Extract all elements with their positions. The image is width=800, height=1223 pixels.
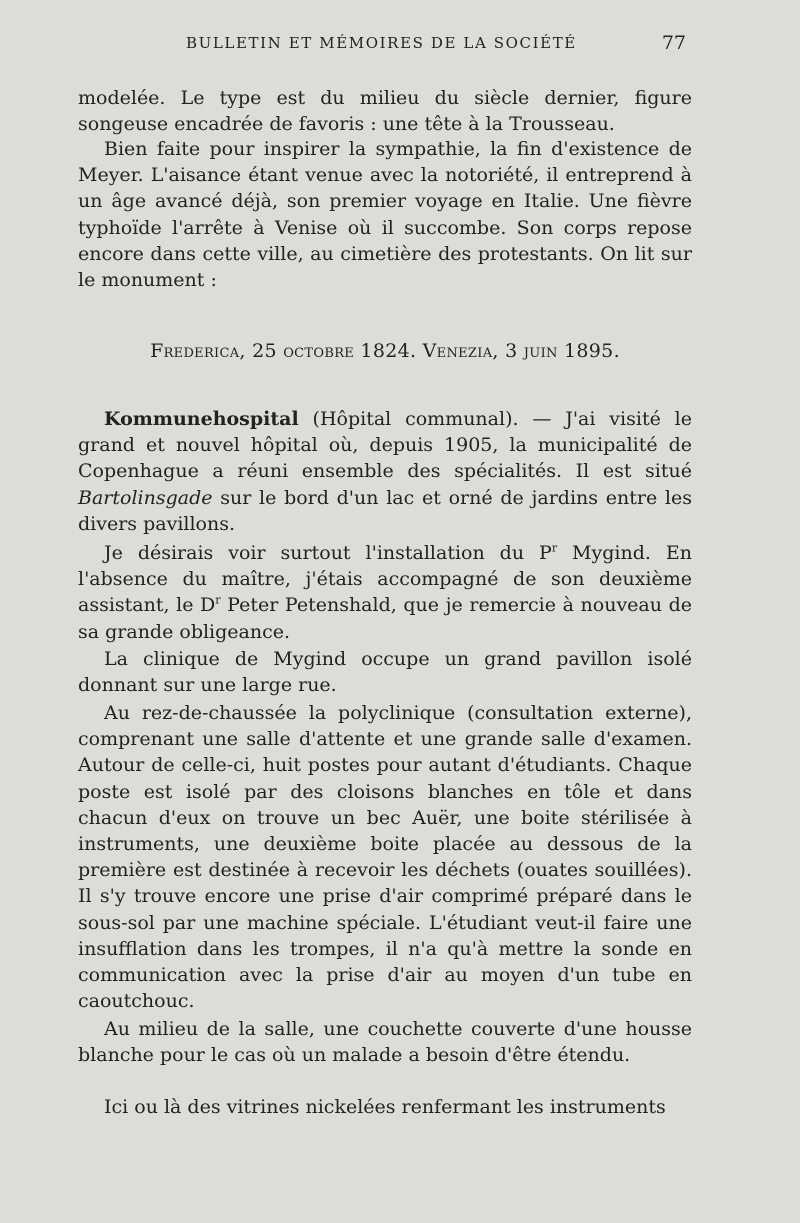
section-keyword: Kommunehospital	[104, 408, 299, 430]
superscript: r	[551, 541, 558, 555]
running-head	[78, 34, 690, 58]
paragraph-7: Au milieu de la salle, une couchette couverte d'une housse blanche pour le cas où un malade a besoin d'être étendu.	[78, 1018, 692, 1067]
paragraph-text: (Hôpital communal). — J'ai visité le grand et nouvel hôpital où, depuis 1905, la municipalité de Copenhague a réuni ensemble des spécialités. Il est situé	[78, 408, 692, 483]
paragraph-kommunehospital	[78, 406, 692, 537]
street-name: Bartolinsgade	[78, 486, 213, 509]
superscript: r	[215, 594, 221, 608]
paragraph-2: Bien faite pour inspirer la sympathie, la fin d'existence de Meyer. L'aisance étant venue avec la notoriété, il entreprend à un âge avancé déjà, son premier voyage en Italie. Une fièvre typhoïde l'arrête à Venise où il succombe. Son corps repose encore dans cette ville, au cimetière des protestants. On lit sur le monument :	[78, 138, 692, 292]
page-number: 77	[661, 32, 686, 54]
paragraph-text: Je désirais voir surtout l'installation du P	[104, 542, 552, 564]
running-title: BULLETIN ET MÉMOIRES DE LA SOCIÉTÉ	[186, 34, 577, 52]
monument-inscription: Frederica, 25 octobre 1824. Venezia, 3 juin 1895.	[150, 340, 620, 362]
paragraph-5: La clinique de Mygind occupe un grand pavillon isolé donnant sur une large rue.	[78, 648, 692, 697]
paragraph-6: Au rez-de-chaussée la polyclinique (consultation externe), comprenant une salle d'attente et une grande salle d'examen. Autour de celle-ci, huit postes pour autant d'étudiants. Chaque poste est isolé par des cloisons blanches en tôle et dans chacun d'eux on trouve un bec Auër, une boite stérilisée à instruments, une deuxième boite placée au dessous de la première est destinée à recevoir les déchets (ouates souillées). Il s'y trouve encore une prise d'air comprimé préparé dans le sous-sol par une machine spéciale. L'étudiant veut-il faire une insufflation dans les trompes, il n'a qu'à mettre la sonde en communication avec la prise d'air au moyen d'un tube en caoutchouc.	[78, 702, 692, 1013]
paragraph-8: Ici ou là des vitrines nickelées renfermant les instruments	[104, 1096, 666, 1118]
paragraph-text: Mygind. En l'absence du maître, j'étais accompagné de son deuxième assistant, le D	[78, 542, 692, 617]
paragraph-mygind	[78, 540, 692, 645]
paragraph-text: sur le bord d'un lac et orné de jardins entre les divers pavillons.	[78, 486, 692, 535]
paragraph-1: modelée. Le type est du milieu du siècle dernier, figure songeuse encadrée de favoris : une tête à la Trousseau.	[78, 87, 692, 136]
paragraph-text: Peter Petenshald, que je remercie à nouveau de sa grande obligeance.	[78, 594, 692, 643]
